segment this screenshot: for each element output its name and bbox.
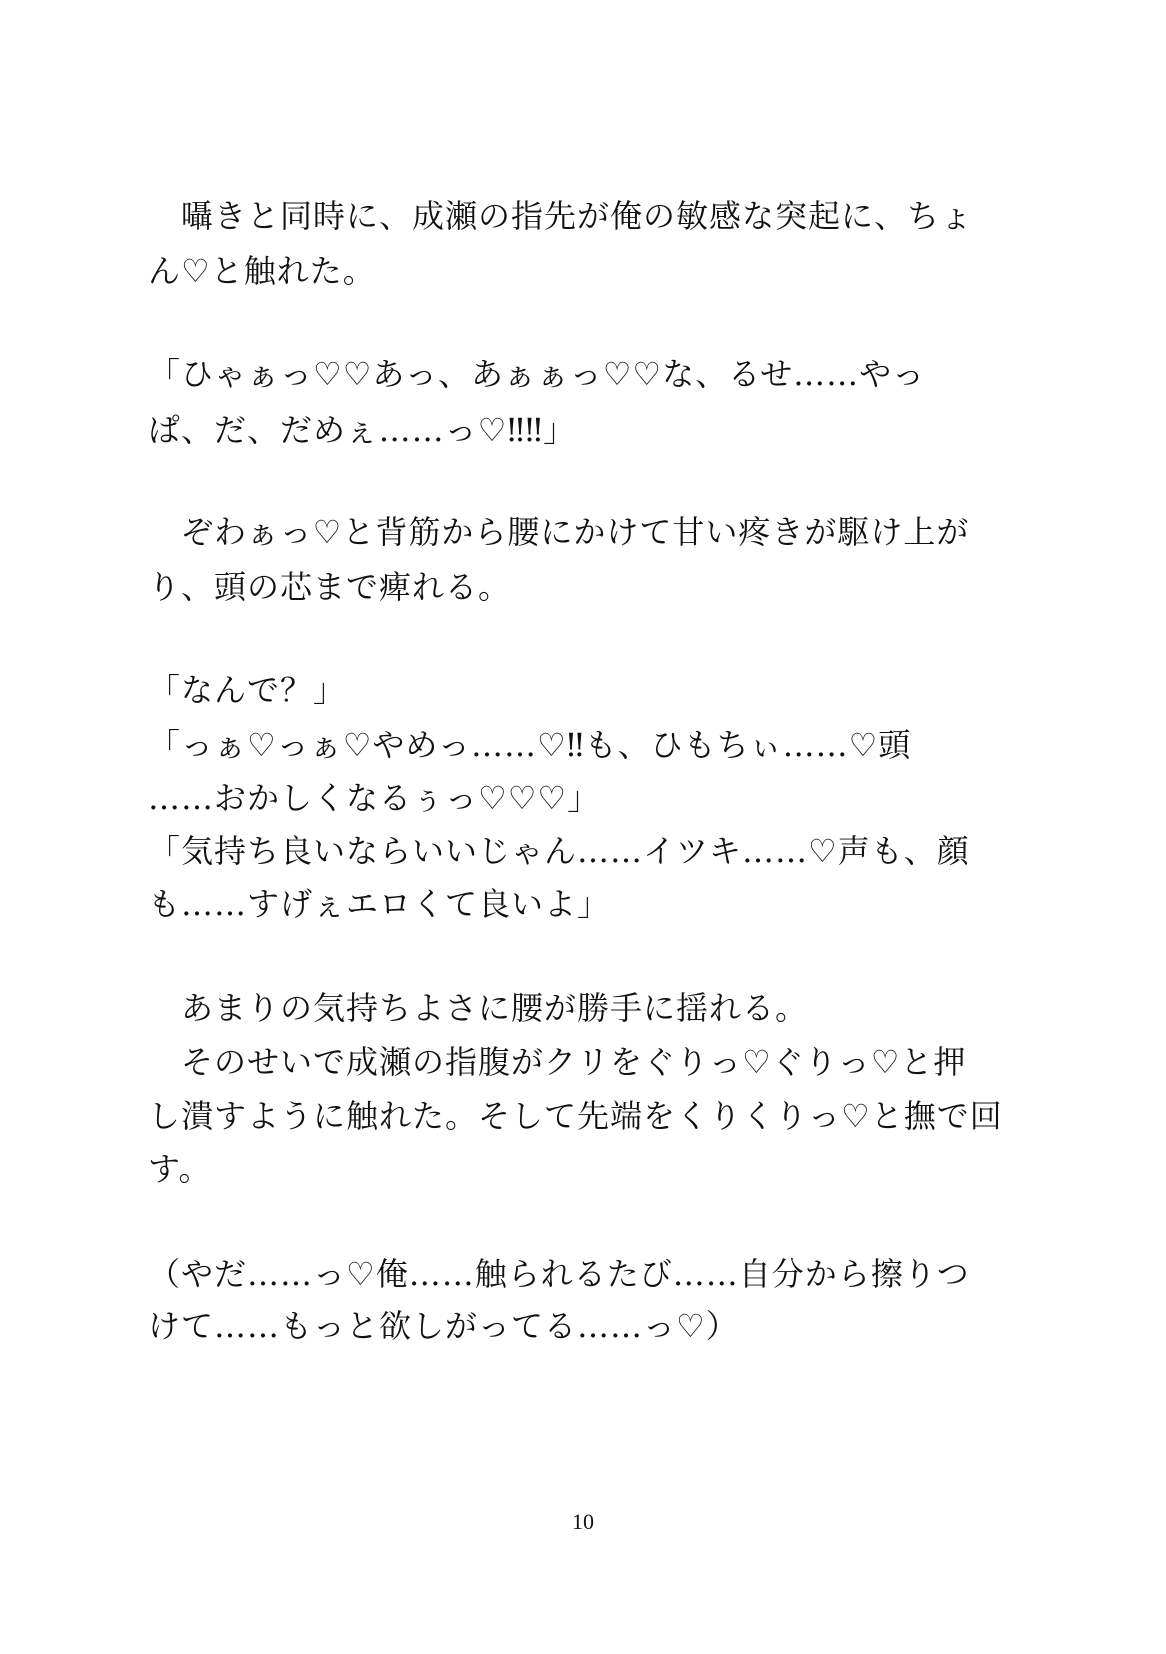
text-line: ぱ、だ、だめぇ……っ♡‼‼」	[148, 411, 577, 449]
text-line: し潰すように触れた。そして先端をくりくりっ♡と撫で回	[148, 1097, 1003, 1135]
text-line: あまりの気持ちよさに腰が勝手に揺れる。	[148, 989, 809, 1027]
text-line: そのせいで成瀬の指腹がクリをぐりっ♡ぐりっ♡と押	[148, 1043, 967, 1081]
text-line: 囁きと同時に、成瀬の指先が俺の敏感な突起に、ちょ	[148, 197, 974, 235]
text-line: 「ひゃぁっ♡♡あっ、あぁぁっ♡♡な、るせ……やっ	[148, 355, 926, 393]
text-line: 「っぁ♡っぁ♡やめっ……♡‼も、ひもちぃ……♡頭	[148, 726, 912, 764]
text-line: ……おかしくなるぅっ♡♡♡」	[148, 779, 601, 817]
text-line: 「なんで？」	[148, 671, 347, 709]
text-line: ぞわぁっ♡と背筋から腰にかけて甘い疼きが駆け上が	[148, 513, 970, 551]
text-line: （やだ……っ♡俺……触られるたび……自分から擦りつ	[148, 1255, 970, 1293]
page-number: 10	[572, 1509, 594, 1534]
text-line: も……すげぇエロくて良いよ」	[148, 885, 611, 923]
text-line: す。	[148, 1150, 212, 1188]
text-line: ん♡と触れた。	[148, 252, 376, 290]
text-line: り、頭の芯まで痺れる。	[148, 568, 512, 606]
text-line: けて……もっと欲しがってる……っ♡）	[148, 1307, 739, 1345]
text-line: 「気持ち良いならいいじゃん……イツキ……♡声も、顔	[148, 832, 970, 870]
